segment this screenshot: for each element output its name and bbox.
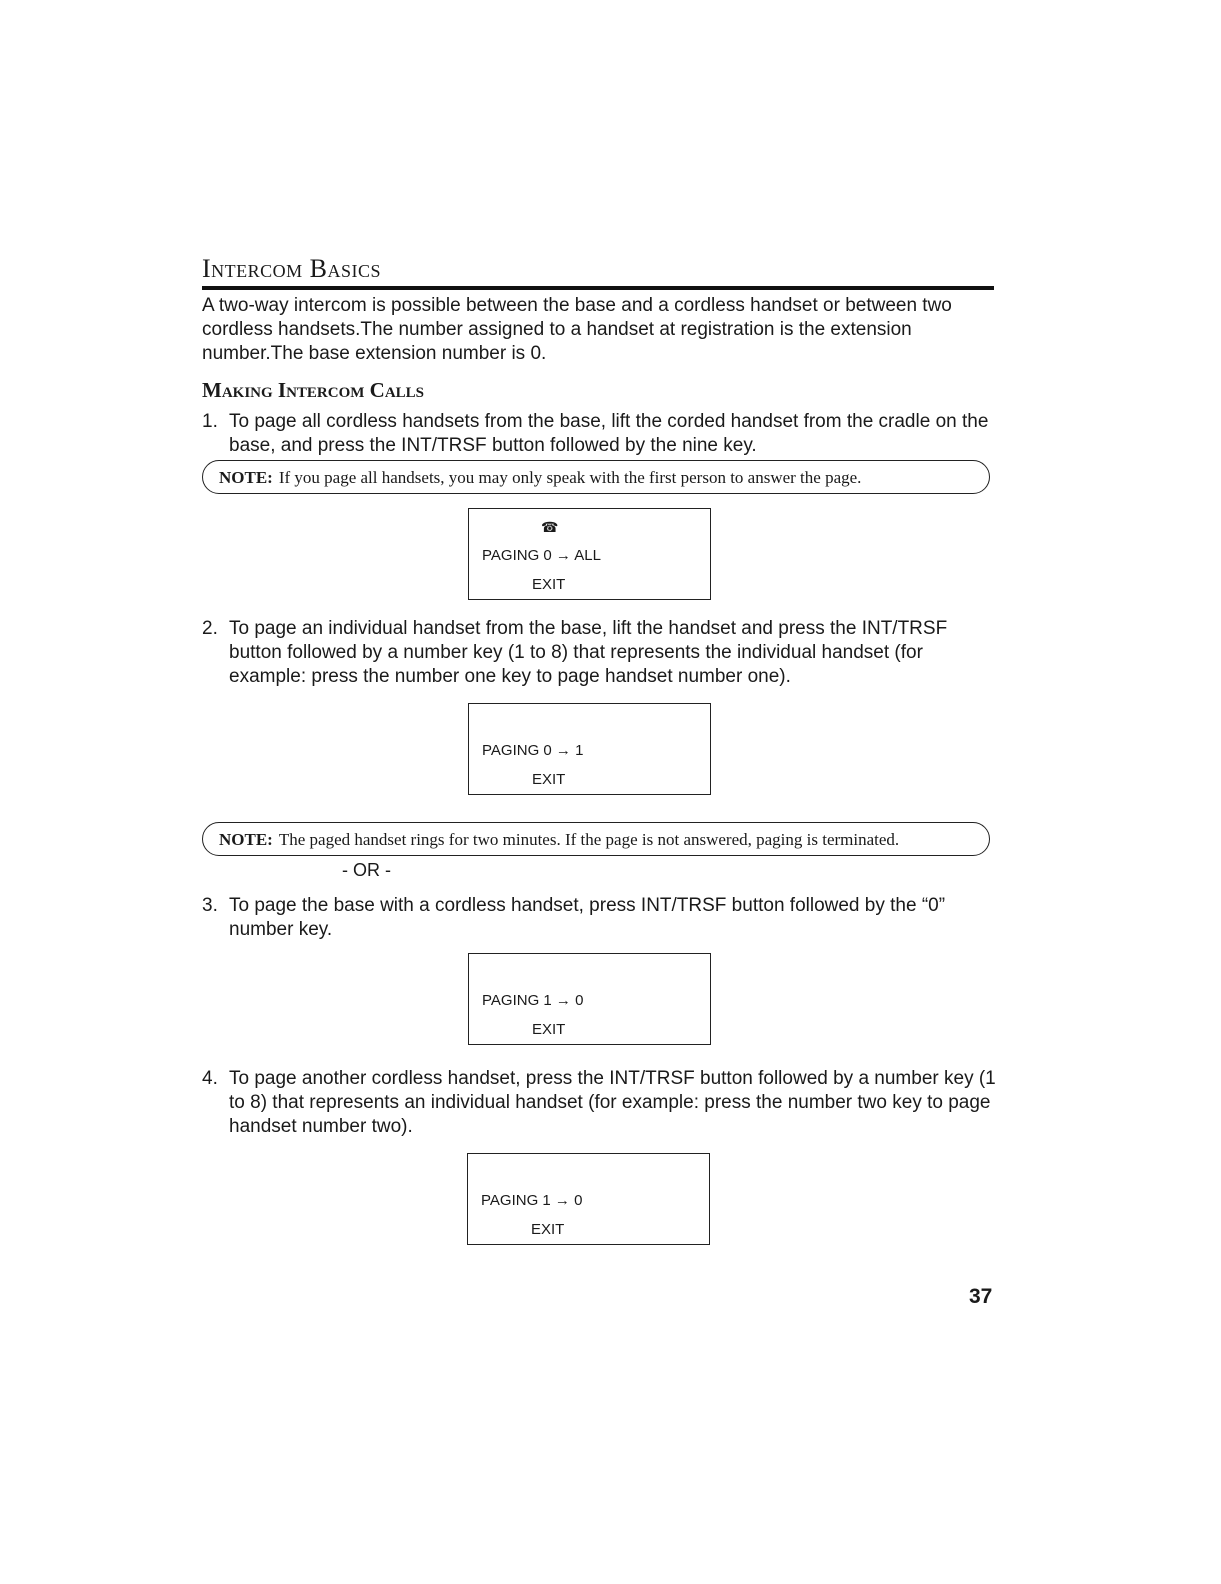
note-text: If you page all handsets, you may only speak with the first person to answer the page. — [278, 468, 862, 487]
lcd-line-2: EXIT — [532, 1021, 566, 1038]
note-box — [202, 460, 990, 494]
lcd-line-1: PAGING 0 → 1 — [482, 742, 584, 759]
section-title: Intercom Basics — [202, 254, 994, 290]
note-label: NOTE: — [219, 830, 273, 849]
note-text: The paged handset rings for two minutes. If the page is not answered, paging is terminated. — [278, 830, 900, 849]
lcd-line-2: EXIT — [532, 771, 566, 788]
lcd-line-1: PAGING 1 → 0 — [482, 992, 584, 1009]
step-number: 2. — [202, 618, 218, 639]
step-1 — [202, 410, 1002, 458]
step-text: To page an individual handset from the base, lift the handset and press the INT/TRSF button followed by a number key (1 to 8) that represents the individual handset (for example: press the number one key to page handset number one). — [229, 618, 948, 687]
handset-icon: ☎ — [541, 519, 559, 535]
lcd-line-2: EXIT — [532, 576, 566, 593]
step-text: To page the base with a cordless handset, press INT/TRSF button followed by the “0” number key. — [229, 895, 946, 940]
step-number: 3. — [202, 895, 218, 916]
step-text: To page another cordless handset, press the INT/TRSF button followed by a number key (1 to 8) that represents an individual handset (for example: press the number two key to page handset number two). — [229, 1068, 996, 1137]
lcd-display — [468, 953, 711, 1045]
lcd-display — [467, 1153, 710, 1245]
step-text: To page all cordless handsets from the base, lift the corded handset from the cradle on the base, and press the INT/TRSF button followed by the nine key. — [229, 411, 989, 456]
step-number: 4. — [202, 1068, 218, 1089]
lcd-display — [468, 703, 711, 795]
step-3 — [202, 894, 1002, 942]
step-4 — [202, 1067, 1002, 1139]
or-separator: - OR - — [342, 860, 391, 880]
lcd-line-1: PAGING 1 → 0 — [481, 1192, 583, 1209]
lcd-line-2: EXIT — [531, 1221, 565, 1238]
note-label: NOTE: — [219, 468, 273, 487]
page-number: 37 — [969, 1285, 993, 1308]
step-2 — [202, 617, 1002, 689]
lcd-line-1: PAGING 0 → ALL — [482, 547, 601, 564]
intro-paragraph: A two-way intercom is possible between the base and a cordless handset or between two cordless handsets.The number assigned to a handset at registration is the extension number.The base extension number is 0. — [202, 295, 952, 364]
lcd-display — [468, 508, 711, 600]
note-box — [202, 822, 990, 856]
subsection-title: Making Intercom Calls — [202, 378, 425, 402]
step-number: 1. — [202, 411, 218, 432]
